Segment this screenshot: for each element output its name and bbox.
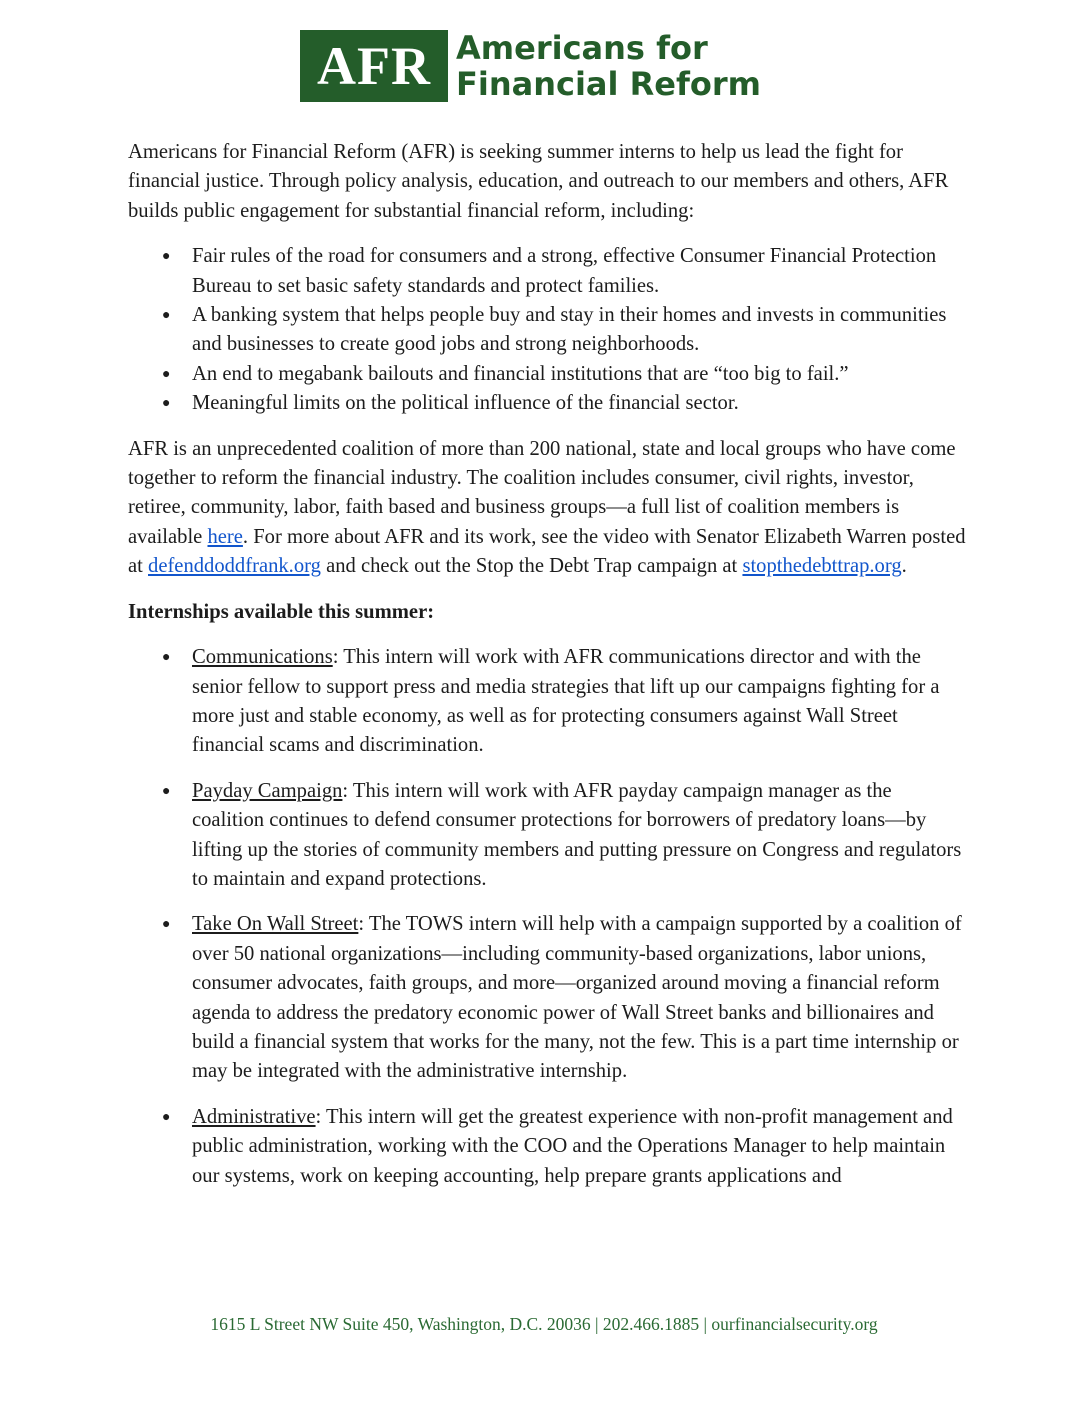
internship-description: : The TOWS intern will help with a campaign supported by a coalition of over 50 national organizations—including community-based organizations, labor unions, consumer advocates, faith groups, and more—organized around moving a financial reform agenda to address the predatory economic power of Wall Street banks and billionaires and build a financial system that works for the many, not the few. This is a part time internship or may be integrated with the administrative internship.: [192, 913, 962, 1083]
list-item: ● An end to megabank bailouts and financial institutions that are “too big to fail.”: [128, 360, 966, 389]
internship-title: Communications: [192, 646, 333, 669]
logo-abbreviation: AFR: [317, 36, 431, 96]
logo-line-1: Americans for: [456, 29, 708, 67]
coalition-text-4: .: [901, 555, 907, 578]
internship-communications: [128, 643, 966, 761]
intro-paragraph: Americans for Financial Reform (AFR) is seeking summer interns to help us lead the fight for financial justice. Through policy analysis, education, and outreach to our members and others, AFR builds public engagement for substantial financial reform, including:: [128, 141, 949, 222]
internships-heading: Internships available this summer:: [128, 600, 435, 623]
defenddoddfrank-link[interactable]: defenddoddfrank.org: [148, 555, 321, 578]
coalition-members-link[interactable]: here: [207, 525, 243, 548]
stopthedebttrap-link[interactable]: stopthedebttrap.org: [742, 555, 902, 578]
coalition-text-2: . For more about AFR and its work, see the video with Senator Elizabeth Warren posted at: [128, 525, 966, 578]
internship-take-on-wall-street: [128, 910, 966, 1086]
internship-administrative: [128, 1103, 966, 1191]
logo-wordmark: [456, 30, 761, 102]
internship-description: : This intern will work with AFR communications director and with the senior fellow to support press and media strategies that lift up our campaigns fighting for a more just and stable economy, as well as for protecting consumers against Wall Street financial scams and discrimination.: [192, 646, 940, 757]
coalition-text-3: and check out the Stop the Debt Trap campaign at: [320, 555, 743, 578]
list-item: ● Fair rules of the road for consumers and a strong, effective Consumer Financial Protection Bureau to set basic safety standards and protect families.: [128, 242, 966, 301]
logo-line-2: Financial Reform: [456, 65, 761, 103]
internship-title: Administrative: [192, 1105, 316, 1128]
goals-list: [128, 242, 966, 418]
internships-list: [128, 643, 966, 1191]
internship-description: : This intern will get the greatest experience with non-profit management and public administration, working with the COO and the Operations Manager to help maintain our systems, work on keeping accounting, help prepare grants applications and: [192, 1105, 953, 1187]
afr-logo-mark: [300, 30, 448, 102]
coalition-text-1: AFR is an unprecedented coalition of more than 200 national, state and local groups who have come together to reform the financial industry. The coalition includes consumer, civil rights, investor, retiree, community, labor, faith based and business groups—a full list of coalition members is available: [128, 437, 956, 548]
page-footer: 1615 L Street NW Suite 450, Washington, D.C. 20036 | 202.466.1885 | ourfinancialsecurity.org: [210, 1314, 878, 1334]
list-item: ● A banking system that helps people buy and stay in their homes and invests in communities and businesses to create good jobs and strong neighborhoods.: [128, 301, 966, 360]
afr-logo: [300, 30, 761, 102]
internship-description: : This intern will work with AFR payday campaign manager as the coalition continues to defend consumer protections for borrowers of predatory loans—by lifting up the stories of community members and putting pressure on Congress and regulators to maintain and expand protections.: [192, 779, 962, 890]
internship-payday-campaign: [128, 777, 966, 895]
document-body: [128, 138, 966, 1207]
coalition-paragraph: [128, 435, 966, 582]
list-item: ● Meaningful limits on the political influence of the financial sector.: [128, 389, 966, 418]
internship-title: Payday Campaign: [192, 779, 343, 802]
internship-title: Take On Wall Street: [192, 913, 359, 936]
